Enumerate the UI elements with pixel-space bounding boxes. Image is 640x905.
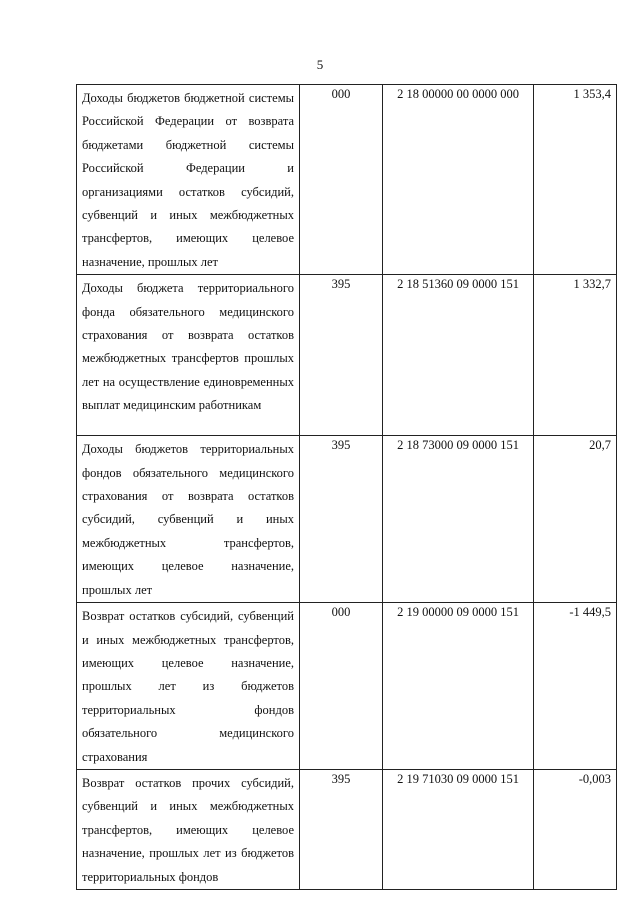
row-description: Доходы бюджетов бюджетной системы Российской Федерации от возврата бюджетами бюджетной системы Российской Федерации и организациями остатков субсидий, субвенций и иных межбюджетных трансфертов, имеющих целевое назначение, прошлых лет	[77, 85, 300, 275]
row-description: Доходы бюджета территориального фонда обязательного медицинского страхования от возврата остатков межбюджетных трансфертов прошлых лет на осуществление единовременных выплат медицинским работникам	[77, 275, 300, 436]
row-amount: -1 449,5	[534, 603, 617, 770]
row-description: Возврат остатков прочих субсидий, субвенций и иных межбюджетных трансфертов, имеющих целевое назначение, прошлых лет из бюджетов территориальных фондов	[77, 769, 300, 889]
row-admin-code: 000	[300, 85, 383, 275]
table-row	[77, 85, 617, 275]
row-amount: 1 353,4	[534, 85, 617, 275]
page-number: 5	[316, 57, 324, 72]
row-amount: 1 332,7	[534, 275, 617, 436]
row-admin-code: 395	[300, 436, 383, 603]
row-kbk-code: 2 18 73000 09 0000 151	[383, 436, 534, 603]
budget-revenue-table	[76, 84, 617, 890]
row-admin-code: 395	[300, 769, 383, 889]
table-row	[77, 275, 617, 436]
row-admin-code: 000	[300, 603, 383, 770]
row-amount: -0,003	[534, 769, 617, 889]
row-description: Возврат остатков субсидий, субвенций и иных межбюджетных трансфертов, имеющих целевое назначение, прошлых лет из бюджетов территориальных фондов обязательного медицинского страхования	[77, 603, 300, 770]
row-kbk-code: 2 19 71030 09 0000 151	[383, 769, 534, 889]
row-kbk-code: 2 19 00000 09 0000 151	[383, 603, 534, 770]
row-kbk-code: 2 18 51360 09 0000 151	[383, 275, 534, 436]
table-row	[77, 436, 617, 603]
row-admin-code: 395	[300, 275, 383, 436]
table-row	[77, 603, 617, 770]
row-kbk-code: 2 18 00000 00 0000 000	[383, 85, 534, 275]
table-row	[77, 769, 617, 889]
row-amount: 20,7	[534, 436, 617, 603]
row-description: Доходы бюджетов территориальных фондов обязательного медицинского страхования от возврата остатков субсидий, субвенций и иных межбюджетных трансфертов, имеющих целевое назначение, прошлых лет	[77, 436, 300, 603]
